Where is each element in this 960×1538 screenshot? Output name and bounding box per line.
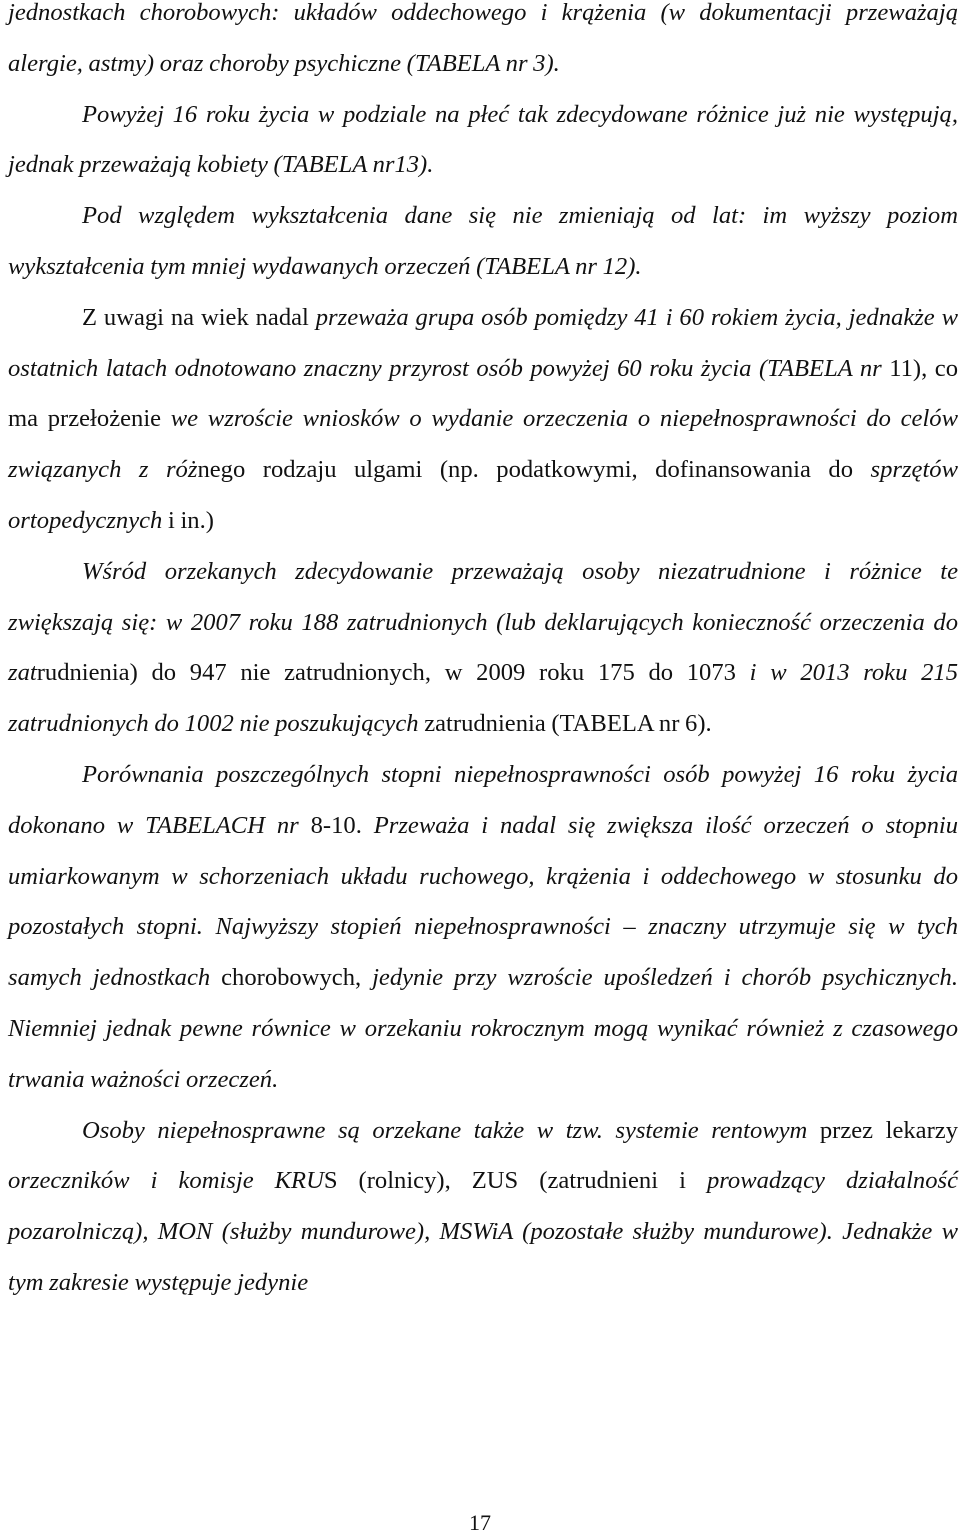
text-run: nego rodzaju ulgami (np. podatkowymi, dofinansowania do [197, 456, 871, 484]
text-run: jedynie przy wzroście upośledzeń i chorób psychicznych. Niemniej jednak pewne równice w orzekaniu rokrocznym mogą wynikać również z czasowego trwania ważności orzeczeń. [8, 964, 958, 1093]
text-run: we wzroście wniosków o wydanie orzeczenia o niepełnosprawności do celów związanych z róż [8, 405, 959, 484]
text-run: S (rolnicy), ZUS (zatrudnieni i [323, 1167, 707, 1195]
text-run: Pod względem wykształcenia dane się nie zmieniają od lat: im wyższy poziom wykształcenia tym mniej wydawanych orzeczeń (TABELA nr 12). [8, 202, 958, 280]
text-run: Osoby niepełnosprawne są orzekane także w tzw. systemie rentowym [82, 1116, 820, 1144]
document-page [8, 0, 958, 1309]
paragraph-gender [8, 90, 958, 192]
text-run: 11), co ma przełożenie [8, 354, 958, 433]
text-run: chorobowych, [221, 964, 373, 992]
text-run: Powyżej 16 roku życia w podziale na płeć tak zdecydowane różnice już nie występują, jednak przeważają kobiety (TABELA nr13). [8, 100, 958, 179]
paragraph-disability-degrees [8, 750, 958, 1106]
text-run: przeważa grupa osób pomiędzy 41 i 60 rokiem życia, jednakże w ostatnich latach odnotowano znaczny przyrost osób powyżej 60 roku życia (TABELA nr [8, 303, 958, 382]
text-run: Wśród orzekanych zdecydowanie przeważają osoby niezatrudnione i [82, 557, 850, 585]
text-run: Z uwagi na wiek nadal [82, 303, 316, 331]
text-run: jednostkach chorobowych: układów oddechowego i krążenia (w dokumentacji przeważają alergie, astmy) oraz choroby psychiczne (TABELA nr 3). [8, 0, 958, 77]
paragraph-education [8, 191, 958, 293]
text-run: prowadzący działalność pozarolniczą), MON (służby mundurowe), MSWiA (pozostałe służby mundurowe). Jednakże w tym zakresie występuje jedynie [8, 1167, 958, 1296]
text-run: orzeczników i komisje KRU [8, 1167, 324, 1195]
text-run: różnice te zwiększają się: w 2007 roku 188 zatrudnionych (lub deklarujących konieczność orzeczenia do zat [8, 557, 958, 687]
text-run: 8-10. [310, 811, 374, 839]
text-run: i in.) [167, 506, 214, 534]
text-run: Porównania poszczególnych stopni niepełnosprawności osób powyżej 16 roku życia dokonano w TABELACH nr [8, 760, 958, 839]
page-number: 17 [469, 1510, 491, 1535]
text-run: rudnienia) do 947 nie zatrudnionych, w 2009 roku 175 do 1073 [36, 659, 750, 687]
paragraph-age [8, 293, 958, 547]
paragraph-pension-system [8, 1106, 958, 1309]
text-run: Przeważa i nadal się zwiększa ilość orzeczeń o stopniu umiarkowanym w schorzeniach układu ruchowego, krążenia i oddechowego w stosunku do pozostałych stopni. Najwyższy stopień niepełnosprawności – znaczny utrzymuje się w tych samych jednostkach [8, 811, 958, 992]
text-run: sprzętów ortopedycznych [8, 456, 958, 534]
text-run: zatrudnienia (TABELA nr 6). [424, 710, 712, 738]
text-run: przez lekarzy [819, 1116, 958, 1144]
paragraph-employment [8, 547, 958, 750]
text-run: i w 2013 roku 215 zatrudnionych do 1002 nie poszukujących [8, 659, 959, 738]
paragraph-continuation [8, 0, 958, 90]
